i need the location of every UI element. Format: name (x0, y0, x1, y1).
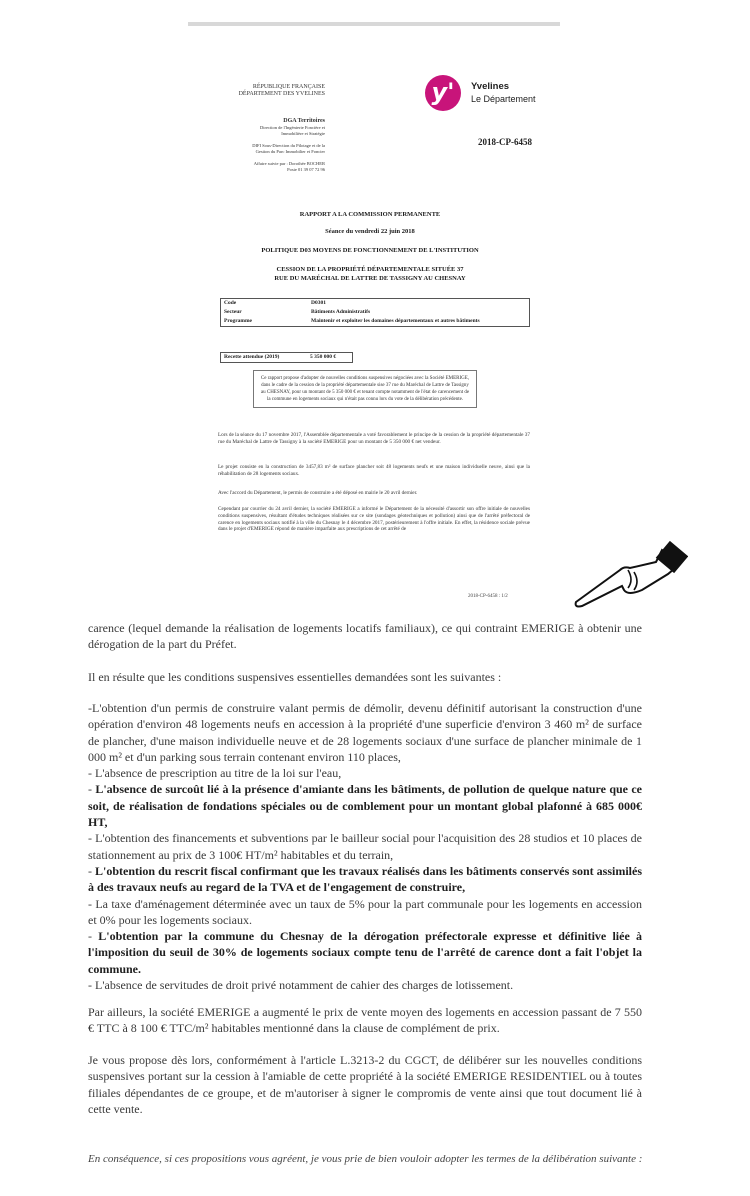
recette-box (220, 352, 353, 363)
logo-name: Yvelines (471, 81, 510, 92)
list-item-bold: L'absence de surcoût lié à la présence d'amiante dans les bâtiments, de pollution de quelque nature que ce soit, de réalisation de fondations spéciales ou de comblement pour un montant global plafonné à 685 000€ HT, (88, 782, 642, 830)
difi-2: Gestion du Parc Immobilier et Foncier (255, 149, 325, 154)
document-reference: 2018-CP-6458 (478, 137, 532, 147)
paragraph: Avec l'accord du Département, le permis de construire a été déposé en mairie le 20 avril dernier. (218, 490, 418, 496)
difi-1: DIFI Sous-Direction du Pilotage et de la (252, 143, 325, 148)
affaire-2: Poste 01 39 07 72 96 (287, 167, 325, 172)
list-dash: - (88, 863, 96, 878)
recette-value: 5 350 000 € (310, 354, 337, 360)
paragraph: Cependant par courrier du 24 avril dernier, la société EMERIGE a informé le Département de la nécessité d'assortir son offre initiale de nouvelles conditions suspensives, résultant d'études techniques réalisées sur ce site (sondages géotechniques et pollution) ainsi que de l'arrêté préfectoral de carence en logements sociaux notifié à la ville du Chesnay le 4 décembre 2017, postérieurement à l'offre initiale. En effet, la résidence sociale prévue dans le projet d'EMERIGE répond de manière imparfaite aux prescriptions de cet arrêté de (218, 506, 530, 533)
table-key: Code (224, 300, 237, 306)
session-date: Séance du vendredi 22 juin 2018 (325, 228, 415, 235)
report-title: RAPPORT A LA COMMISSION PERMANENTE (299, 211, 441, 218)
paragraph: carence (lequel demande la réalisation de logements locatifs familiaux), ce qui contraint EMERIGE à obtenir une dérogation de la part du Préfet. (88, 621, 642, 652)
table-value: Bâtiments Administratifs (311, 309, 371, 315)
closing-sentence: En conséquence, si ces propositions vous agréent, je vous prie de bien vouloir adopter les termes de la délibération suivante : (88, 1153, 643, 1165)
affaire-1: Affaire suivie par : Dorothée BOCHER (253, 161, 325, 166)
table-row (221, 317, 529, 326)
top-divider (188, 22, 560, 26)
table-key: Secteur (224, 309, 242, 315)
list-dash: - (88, 782, 96, 797)
list-item-bold: L'obtention du rescrit fiscal confirmant que les travaux réalisés dans les bâtiments conservés sont assimilés à des travaux neufs au regard de la TVA et de l'engagement de construire, (88, 863, 643, 895)
recette-key: Recette attendue (2019) (224, 354, 280, 360)
list-dash: - (88, 929, 99, 944)
table-key: Programme (224, 318, 252, 324)
paragraph: Il en résulte que les conditions suspensives essentielles demandées sont les suivantes : (88, 670, 502, 684)
paragraph: Je vous propose dès lors, conformément à l'article L.3213-2 du CGCT, de délibérer sur les nouvelles conditions suspensives portant sur la cession à l'amiable de cette propriété à la société EMERIGE RESIDENTIEL ou à toutes filiales dépendantes de ce groupe, et de m'autoriser à signer le compromis de vente ainsi que tout document lié à cette vente. (88, 1053, 642, 1116)
paragraph: Par ailleurs, la société EMERIGE a augmenté le prix de vente moyen des logements en accession passant de 7 550 € TTC à 8 100 € TTC/m² habitables mentionné dans la clause de complément de prix. (88, 1005, 642, 1036)
summary-box: Ce rapport propose d'adopter de nouvelles conditions suspensives négociées avec la Société EMERIGE, dans le cadre de la cession de la propriété départementale sise 37 rue du Maréchal de Lattre de Tassigny au CHESNAY, pour un montant de 5 350 000 € et tenant compte notamment de l'état de carencement de la commune en logements sociaux qui n'était pas connu lors du vote de la délibération précédente. (253, 370, 477, 408)
info-table (220, 298, 530, 327)
subject-line-1: CESSION DE LA PROPRIÉTÉ DÉPARTEMENTALE SITUÉE 37 (276, 266, 464, 273)
scanned-page-1 (200, 70, 550, 610)
list-item (88, 928, 642, 977)
page-number: 2018-CP-6458 : 1/2 (468, 594, 508, 599)
table-row (221, 308, 529, 317)
dga-label: DGA Territoires (283, 118, 325, 124)
pointing-hand-icon (568, 540, 688, 615)
list-item-bold: L'obtention par la commune du Chesnay de la dérogation préfectorale expresse et définitive liée à l'imposition du seuil de 30% de logements sociaux compte tenu de l'arrêté de carence dont a fait l'objet la commune. (88, 929, 643, 976)
list-item: - L'absence de servitudes de droit privé notamment de cahier des charges de lotissement. (88, 978, 514, 993)
subject-line-2: RUE DU MARÉCHAL DE LATTRE DE TASSIGNY AU CHESNAY (274, 275, 466, 282)
logo-sub: Le Département (471, 94, 536, 104)
dga-sub-2: Immobilière et Stratégie (281, 131, 325, 136)
letterhead (200, 84, 325, 173)
list-item: - L'obtention des financements et subventions par le bailleur social pour l'acquisition des 28 studios et 10 places de stationnement au prix de 3 100€ HT/m² habitables et du terrain, (88, 831, 642, 862)
yvelines-logo-icon: y' (425, 75, 461, 111)
policy-title: POLITIQUE D03 MOYENS DE FONCTIONNEMENT DE L'INSTITUTION (261, 247, 479, 254)
list-item (88, 863, 642, 896)
list-item: - L'absence de prescription au titre de la loi sur l'eau, (88, 766, 342, 781)
list-item: -L'obtention d'un permis de construire valant permis de démolir, devenu définitif autorisant la construction d'une opération d'environ 48 logements neufs en accession à la propriété d'une superficie d'environ 3 460 m² de surface de plancher, d'une maison individuelle neuve et de 28 logements sociaux d'une surface de plancher minimale de 1 000 m² et d'un parking sous terrain contenant environ 110 places, (88, 701, 642, 764)
table-value: Maintenir et exploiter les domaines départementaux et autres bâtiments (311, 318, 480, 324)
table-row (221, 299, 529, 308)
dga-sub-1: Direction de l'Ingénierie Foncière et (259, 125, 325, 130)
paragraph: Lors de la séance du 17 novembre 2017, l'Assemblée départementale a voté favorablement le principe de la cession de la propriété départementale 37 rue du Maréchal de Lattre de Tassigny à la société EMERIGE pour un montant de 5 350 000 € net vendeur. (218, 432, 530, 445)
republic-label: RÉPUBLIQUE FRANÇAISE (252, 84, 325, 90)
list-item: - La taxe d'aménagement déterminée avec un taux de 5% pour la part communale pour les logements en accession et 0% pour les logements sociaux. (88, 896, 642, 927)
paragraph: Le projet consiste en la construction de 3457,83 m² de surface plancher soit 48 logements neufs et une maison individuelle neuve, ainsi que la réhabilitation de 28 logements sociaux. (218, 464, 530, 477)
list-item (88, 781, 642, 830)
department-label: DÉPARTEMENT DES YVELINES (238, 91, 325, 97)
table-value: D0301 (311, 300, 326, 306)
conditions-list (88, 700, 642, 993)
